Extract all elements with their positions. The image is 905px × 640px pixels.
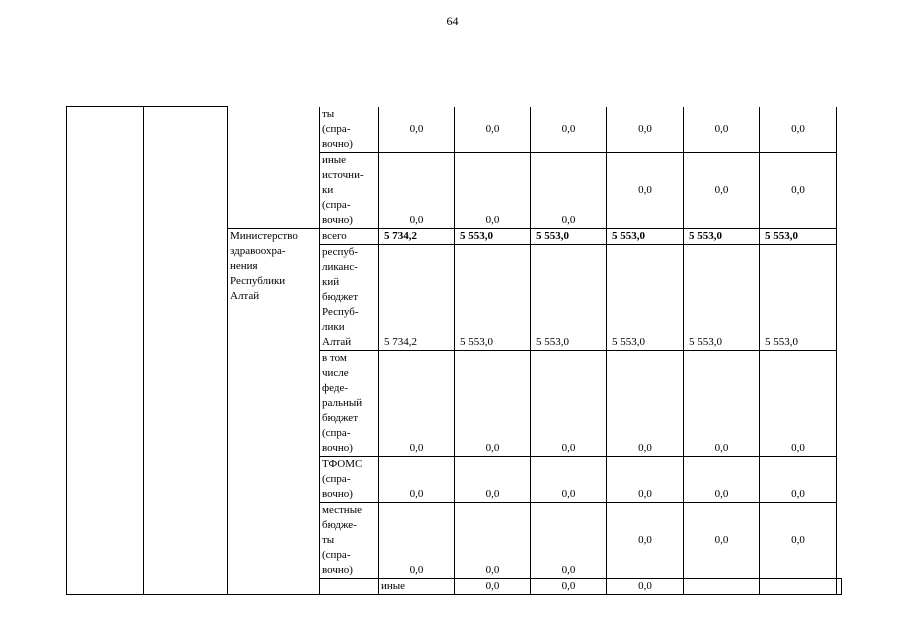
value-cell: 0,0 (607, 153, 684, 229)
source-cell: всего (320, 229, 379, 245)
value-cell: 0,0 (760, 351, 837, 457)
value-cell: 0,0 (684, 457, 760, 503)
value-cell: 0,0 (379, 351, 455, 457)
value-cell: 0,0 (531, 579, 607, 595)
value-cell: 0,0 (455, 457, 531, 503)
table-row (67, 107, 842, 153)
value-cell: 0,0 (531, 351, 607, 457)
funding-table (66, 106, 842, 595)
value-cell: 0,0 (531, 457, 607, 503)
value-cell: 0,0 (455, 107, 531, 153)
value-cell: 0,0 (531, 153, 607, 229)
value-cell: 0,0 (760, 457, 837, 503)
source-cell: ТФОМС (спра- вочно) (320, 457, 379, 503)
value-cell: 0,0 (684, 153, 760, 229)
empty-cell-col2 (144, 107, 228, 595)
value-cell: 0,0 (760, 503, 837, 579)
value-cell: 0,0 (760, 107, 837, 153)
value-cell: 0,0 (531, 107, 607, 153)
empty-cell-col3 (320, 579, 379, 595)
value-cell: 5 553,0 (455, 245, 531, 351)
page-number: 64 (446, 14, 459, 28)
value-cell: 0,0 (455, 503, 531, 579)
source-cell: респуб- ликанс- кий бюджет Респуб- лики Алтай (320, 245, 379, 351)
organization-cell: Министерство здравоохра- нения Республики Алтай (228, 229, 320, 595)
value-cell: 0,0 (379, 457, 455, 503)
value-cell: 0,0 (607, 503, 684, 579)
value-cell (837, 579, 842, 595)
source-cell: ты (спра- вочно) (320, 107, 379, 153)
value-cell: 0,0 (684, 503, 760, 579)
value-cell: 5 553,0 (607, 245, 684, 351)
empty-cell-col1 (67, 107, 144, 595)
empty-cell-col3 (228, 107, 320, 229)
value-cell: 5 734,2 (379, 245, 455, 351)
value-cell: 0,0 (379, 503, 455, 579)
source-cell: иные источни- ки (спра- вочно) (320, 153, 379, 229)
value-cell: 5 734,2 (379, 229, 455, 245)
value-cell: 5 553,0 (531, 229, 607, 245)
value-cell: 5 553,0 (760, 229, 837, 245)
value-cell (684, 579, 760, 595)
source-cell: иные (379, 579, 455, 595)
value-cell: 5 553,0 (455, 229, 531, 245)
value-cell: 0,0 (379, 107, 455, 153)
value-cell: 5 553,0 (684, 245, 760, 351)
source-cell: местные бюдже- ты (спра- вочно) (320, 503, 379, 579)
value-cell: 0,0 (607, 107, 684, 153)
value-cell: 0,0 (455, 351, 531, 457)
value-cell: 0,0 (684, 107, 760, 153)
value-cell: 0,0 (455, 153, 531, 229)
value-cell (760, 579, 837, 595)
value-cell: 0,0 (455, 579, 531, 595)
value-cell: 0,0 (760, 153, 837, 229)
value-cell: 0,0 (531, 503, 607, 579)
value-cell: 0,0 (684, 351, 760, 457)
value-cell: 0,0 (607, 457, 684, 503)
value-cell: 5 553,0 (684, 229, 760, 245)
value-cell: 5 553,0 (760, 245, 837, 351)
source-cell: в том числе феде- ральный бюджет (спра- вочно) (320, 351, 379, 457)
value-cell: 0,0 (379, 153, 455, 229)
value-cell: 0,0 (607, 579, 684, 595)
value-cell: 5 553,0 (607, 229, 684, 245)
value-cell: 5 553,0 (531, 245, 607, 351)
value-cell: 0,0 (607, 351, 684, 457)
